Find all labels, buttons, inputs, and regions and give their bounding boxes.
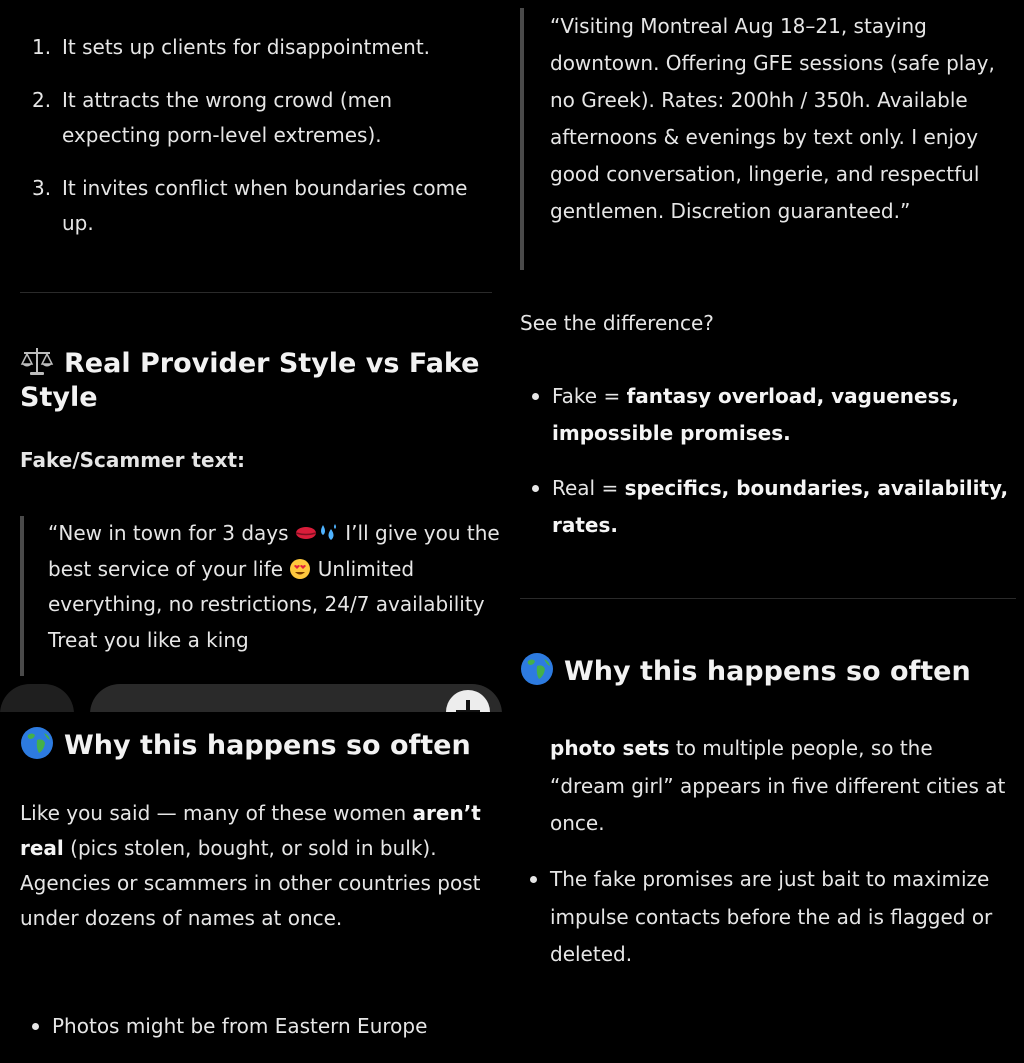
section-heading: Why this happens so often — [520, 652, 1016, 689]
list-item-text: It attracts the wrong crowd (men expecting porn-level extremes). — [62, 88, 393, 147]
divider — [20, 292, 492, 293]
kiss-lips-icon — [295, 522, 317, 544]
chat-pane-bottom-right — [512, 736, 1024, 1024]
real-ad-quote — [520, 8, 1018, 270]
chat-pane-top-left — [0, 0, 512, 676]
bullet-dot — [32, 1023, 39, 1030]
bullet-dot — [532, 485, 539, 492]
bullet-dot — [530, 876, 537, 883]
list-item: 1. It sets up clients for disappointment. — [32, 35, 431, 59]
list-item-text: It sets up clients for disappointment. — [62, 35, 431, 59]
quote-text: “New in town for 3 days I’ll give you the best service of your life Unlimited everything, no restrictions, 24/7 availability Treat you like a king — [48, 521, 500, 652]
message-composer — [0, 676, 512, 712]
globe-icon — [520, 652, 554, 686]
list-item: 3. It invites conflict when boundaries come up. — [32, 176, 468, 235]
list-item: Real = specifics, boundaries, availability, rates. — [520, 470, 1024, 544]
chat-pane-top-right — [512, 0, 1024, 736]
section-heading: Why this happens so often — [20, 726, 500, 763]
balance-scale-icon — [20, 344, 54, 378]
list-item: 2. It attracts the wrong crowd (men expecting porn-level extremes). — [32, 88, 393, 147]
paragraph: See the difference? — [520, 311, 714, 335]
numbered-list — [20, 30, 490, 259]
heart-eyes-face-icon — [289, 558, 311, 580]
paragraph: photo sets to multiple people, so the “dream girl” appears in five different cities at once. — [550, 736, 1006, 835]
fake-ad-quote — [20, 516, 500, 686]
bullet-list — [520, 378, 1024, 562]
list-item: Photos might be from Eastern Europe — [20, 1008, 500, 1045]
divider — [520, 598, 1016, 599]
paragraph: Like you said — many of these women aren’t real (pics stolen, bought, or sold in bulk). Agencies or scammers in other countries post under dozens of names at once. — [20, 801, 481, 930]
globe-icon — [20, 726, 54, 760]
list-item-text: It invites conflict when boundaries come up. — [62, 176, 468, 235]
list-item: The fake promises are just bait to maximize impulse contacts before the ad is flagged or deleted. — [518, 861, 1018, 974]
bullet-list — [518, 861, 1018, 992]
section-heading: Real Provider Style vs Fake Style — [20, 344, 490, 415]
chat-pane-bottom-left — [0, 712, 512, 1038]
quote-text: “Visiting Montreal Aug 18–21, staying downtown. Offering GFE sessions (safe play, no Greek). Rates: 200hh / 350h. Available afternoons & evenings by text only. I enjoy good conversation, lingerie, and respectful gentlemen. Discretion guaranteed.” — [550, 14, 995, 223]
bullet-dot — [532, 393, 539, 400]
bullet-list — [20, 1008, 500, 1063]
fake-text-label: Fake/Scammer text: — [20, 448, 246, 472]
sweat-droplets-icon — [317, 522, 339, 544]
list-item: Fake = fantasy overload, vagueness, impossible promises. — [520, 378, 1024, 452]
